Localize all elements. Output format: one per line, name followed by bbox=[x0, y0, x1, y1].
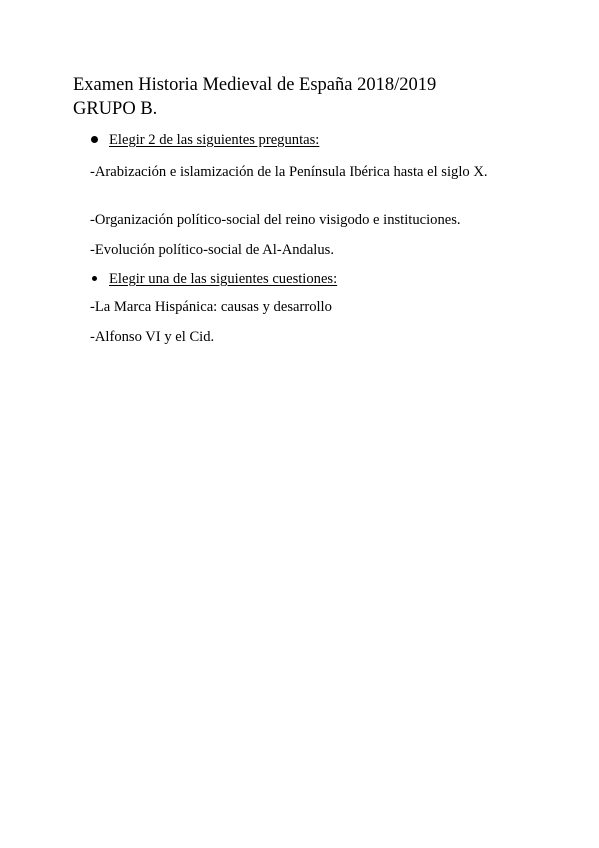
bullet-icon bbox=[91, 136, 98, 143]
section-2-heading-text: Elegir una de las siguientes cuestiones: bbox=[109, 271, 338, 287]
title-line-2: GRUPO B. bbox=[73, 99, 158, 119]
question-item-2: -Organización político-social del reino visigodo e instituciones. bbox=[90, 212, 461, 228]
question-item-4: -La Marca Hispánica: causas y desarrollo bbox=[90, 299, 332, 315]
question-item-5: -Alfonso VI y el Cid. bbox=[90, 329, 215, 345]
title-line-1: Examen Historia Medieval de España 2018/2019 bbox=[73, 75, 437, 95]
question-item-1: -Arabización e islamización de la Península Ibérica hasta el siglo X. bbox=[90, 164, 488, 180]
section-1-heading-text: Elegir 2 de las siguientes preguntas: bbox=[109, 132, 320, 148]
question-item-3: -Evolución político-social de Al-Andalus. bbox=[90, 242, 334, 258]
bullet-icon bbox=[92, 276, 97, 281]
document-title bbox=[73, 73, 436, 121]
